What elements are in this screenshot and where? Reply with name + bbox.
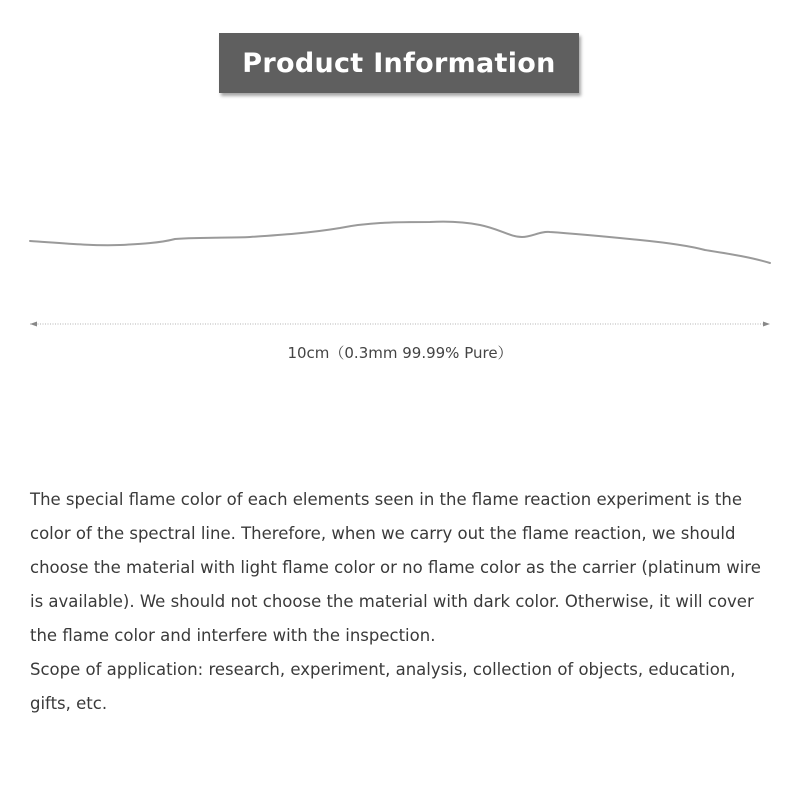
page-title: Product Information [242,47,556,79]
wire-image [30,222,770,263]
product-description [30,483,770,721]
scope-of-application: Scope of application: research, experiment, analysis, collection of objects, education, gifts, etc. [30,660,736,713]
title-banner [219,33,579,93]
dimension-label: 10cm（0.3mm 99.99% Pure） [287,344,513,362]
dimension-arrow-left [30,322,37,327]
dimension-arrow-right [763,322,770,327]
product-illustration [0,200,800,340]
description-paragraph: The special flame color of each elements seen in the flame reaction experiment is the color of the spectral line. Therefore, when we carry out the flame reaction, we should choose the material with light flame color or no flame color as the carrier (platinum wire is available). We should not choose the material with dark color. Otherwise, it will cover the flame color and interfere with the inspection. [30,490,761,645]
